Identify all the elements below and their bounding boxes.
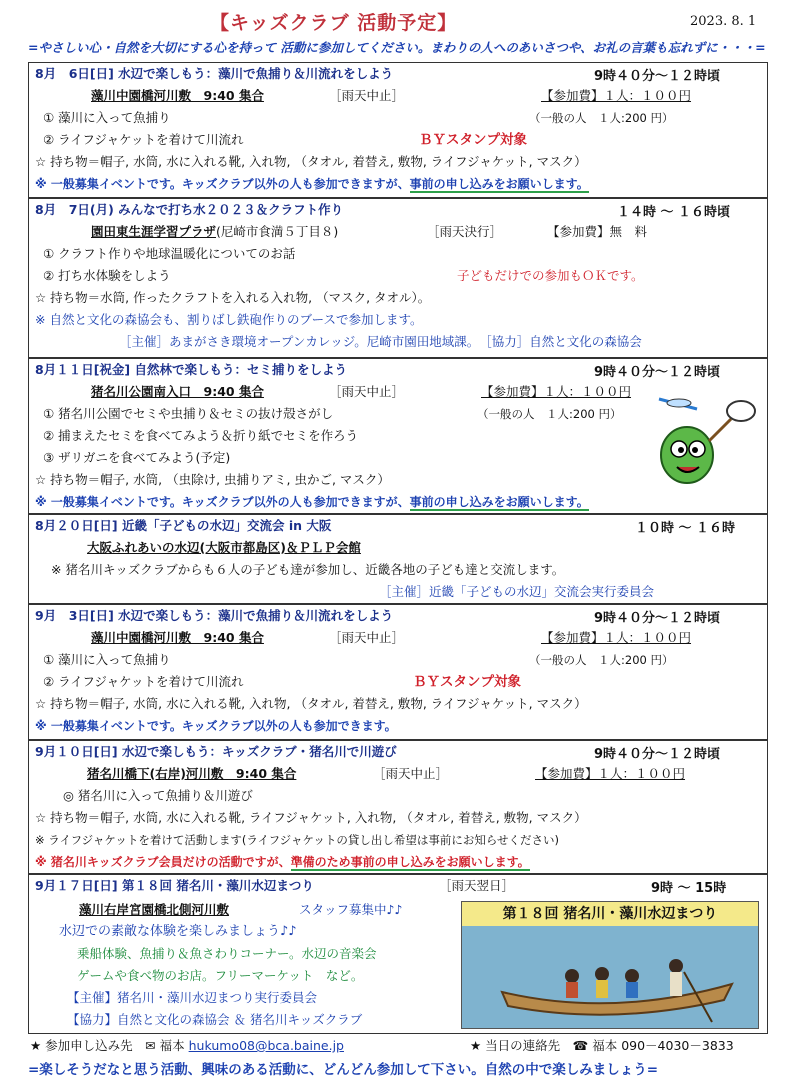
notice: ※ 一般募集イベントです。キッズクラブ以外の人も参加できますが、 [35, 495, 410, 509]
event-sep3 [28, 604, 768, 740]
event-header: 8月 6日[日] 水辺で楽しもう：藻川で魚捕り＆川流れをしよう [35, 66, 394, 81]
notice: ※ 自然と文化の森協会も、割りばし鉄砲作りのブースで参加します。 [35, 312, 423, 327]
photo-title: 第１８回 猪名川・藻川水辺まつり [462, 902, 758, 926]
list-item: ② 捕まえたセミを食べてみよう＆折り紙でセミを作ろう [43, 428, 359, 443]
closing-message: =楽しそうだなと思う活動、興味のある活動に、どんどん参加して下さい。自然の中で楽しみましょう= [28, 1062, 659, 1078]
description: 乗船体験、魚捕り＆魚さわりコーナー。水辺の音楽会 [77, 946, 377, 961]
event-aug6 [28, 62, 768, 198]
email-link[interactable]: hukumo08@bca.baine.jp [188, 1038, 344, 1053]
event-sep17 [28, 874, 768, 1034]
event-aug7 [28, 198, 768, 358]
event-time: 9時４０分～１２時頃 [594, 747, 721, 762]
event-time: 9時４０分～１２時頃 [594, 365, 721, 380]
event-header: 8月２０日[日] 近畿「子どもの水辺」交流会 in 大阪 [35, 518, 332, 533]
list-item: ② 打ち水体験をしよう [43, 268, 171, 283]
bring-items: ☆ 持ち物＝水筒, 作ったクラフトを入れる入れ物, （マスク, タオル）。 [35, 290, 431, 305]
issue-date: 2023. 8. 1 [690, 14, 757, 29]
fee-general: （一般の人 １人:200 円） [529, 111, 674, 125]
list-item: ② ライフジャケットを着けて川流れ [43, 674, 244, 689]
event-address: (尼崎市食満５丁目８) [216, 224, 339, 239]
list-item: ① クラフト作りや地球温暖化についてのお話 [43, 246, 296, 261]
stamp-badge: ＢＹスタンプ対象 [413, 674, 521, 690]
description: ゲームや食べ物のお店。フリーマーケット など。 [77, 968, 364, 983]
organizer: 【主催】猪名川・藻川水辺まつり実行委員会 [67, 990, 318, 1005]
list-item: ◎ 猪名川に入って魚捕り＆川遊び [63, 788, 253, 803]
members-only-notice: ※ 猪名川キッズクラブ会員だけの活動ですが、 [35, 855, 291, 869]
list-item: ① 藻川に入って魚捕り [43, 110, 171, 125]
festival-photo [461, 901, 759, 1029]
notice: ※ ライフジャケットを着けて活動します(ライフジャケットの貸し出し希望は事前にお知らせください) [35, 833, 560, 847]
event-aug11 [28, 358, 768, 514]
notice-apply: 準備のため事前の申し込みをお願いします。 [290, 855, 530, 869]
event-header: 8月１１日[祝金] 自然林で楽しもう：セミ捕りをしよう [35, 362, 347, 377]
event-place: 藻川右岸宮園橋北側河川敷 [79, 902, 230, 917]
fee: 【参加費】１人：１００円 [541, 630, 692, 645]
event-place: 藻川中園橋河川敷 9:40 集合 [91, 630, 264, 645]
event-place: 猪名川公園南入口 9:40 集合 [91, 384, 264, 399]
bring-items: ☆ 持ち物＝帽子, 水筒, （虫除け, 虫捕りアミ, 虫かご, マスク） [35, 472, 390, 487]
event-sep10 [28, 740, 768, 874]
notice: ※ 一般募集イベントです。キッズクラブ以外の人も参加できますが、 [35, 177, 410, 191]
event-place: 藻川中園橋河川敷 9:40 集合 [91, 88, 264, 103]
page-title: 【キッズクラブ 活動予定】 [210, 12, 458, 34]
event-place: 猪名川橋下(右岸)河川敷 9:40 集合 [87, 766, 297, 781]
event-header: 9月 3日[日] 水辺で楽しもう：藻川で魚捕り＆川流れをしよう [35, 608, 394, 623]
event-header: 9月１７日[日] 第１８回 猪名川・藻川水辺まつり [35, 878, 314, 893]
fee-general: （一般の人 １人:200 円） [529, 653, 674, 667]
rain-policy: ［雨天中止］ [373, 766, 449, 781]
insect-catcher-mascot-icon [639, 393, 759, 493]
list-item: ② ライフジャケットを着けて川流れ [43, 132, 244, 147]
notice-apply: 事前の申し込みをお願いします。 [409, 495, 589, 509]
rain-policy: ［雨天中止］ [329, 384, 405, 399]
organizer: ［主催］近畿「子どもの水辺」交流会実行委員会 [379, 584, 655, 599]
list-item: ① 猪名川公園でセミや虫捕り＆セミの抜け殻さがし [43, 406, 334, 421]
bring-items: ☆ 持ち物＝帽子, 水筒, 水に入れる靴, 入れ物, （タオル, 着替え, 敷物, ライフジャケット, マスク） [35, 696, 587, 711]
rain-policy: ［雨天決行］ [427, 224, 503, 239]
fee: 【参加費】１人：１００円 [481, 384, 632, 399]
kids-ok: 子どもだけでの参加もＯＫです。 [457, 268, 644, 283]
event-time: 9時４０分～１２時頃 [594, 69, 721, 84]
fee: 【参加費】無 料 [547, 224, 648, 239]
event-aug20 [28, 514, 768, 604]
event-time: １０時 ～ １６時 [635, 521, 736, 536]
bring-items: ☆ 持ち物＝帽子, 水筒, 水に入れる靴, ライフジャケット, 入れ物, （タオル, 着替え, 敷物, マスク） [35, 810, 587, 825]
notice: ※ 一般募集イベントです。キッズクラブ以外の人も参加できます。 [35, 719, 397, 733]
rain-policy: ［雨天中止］ [329, 88, 405, 103]
slogan: =やさしい心・自然を大切にする心を持って 活動に参加してください。まわりの人へのあいさつや、お礼の言葉も忘れずに・・・= [28, 40, 766, 55]
event-time: １４時 ～ １６時頃 [617, 205, 731, 220]
fee-general: （一般の人 １人:200 円） [477, 407, 622, 421]
day-contact: ★ 当日の連絡先 ☎ 福本 090－4030－3833 [470, 1038, 734, 1053]
fee: 【参加費】１人：１００円 [535, 766, 686, 781]
bring-items: ☆ 持ち物＝帽子, 水筒, 水に入れる靴, 入れ物, （タオル, 着替え, 敷物, ライフジャケット, マスク） [35, 154, 587, 169]
event-header: 9月１０日[日] 水辺で楽しもう：キッズクラブ・猪名川で川遊び [35, 744, 397, 759]
enjoy-message: 水辺での素敵な体験を楽しみましょう♪♪ [59, 924, 297, 939]
event-place: 大阪ふれあいの水辺(大阪市都島区)＆ＰＬＰ会館 [87, 540, 361, 555]
reed-boat-image [462, 926, 758, 1028]
list-item: ③ ザリガニを食べてみよう(予定) [43, 450, 231, 465]
event-place: 園田東生涯学習プラザ [91, 224, 217, 239]
rain-policy: ［雨天翌日］ [439, 878, 515, 893]
notice-apply: 事前の申し込みをお願いします。 [409, 177, 589, 191]
list-item: ① 藻川に入って魚捕り [43, 652, 171, 667]
event-header: 8月 7日(月) みんなで打ち水２０２３＆クラフト作り [35, 202, 344, 217]
apply-contact [30, 1036, 344, 1054]
notice: ※ 猪名川キッズクラブからも６人の子ども達が参加し、近畿各地の子ども達と交流します。 [51, 562, 565, 577]
fee: 【参加費】１人：１００円 [541, 88, 692, 103]
apply-label: ★ 参加申し込み先 ✉ 福本 [30, 1038, 185, 1053]
staff-wanted: スタッフ募集中♪♪ [299, 902, 403, 917]
rain-policy: ［雨天中止］ [329, 630, 405, 645]
stamp-badge: ＢＹスタンプ対象 [419, 132, 527, 148]
event-time: 9時 ～ 15時 [651, 881, 727, 896]
event-time: 9時４０分～１２時頃 [594, 611, 721, 626]
organizer: ［主催］あまがさき環境オープンカレッジ。尼崎市園田地域課。 ［協力］自然と文化の森協会 [119, 334, 642, 349]
cooperation: 【協力】自然と文化の森協会 ＆ 猪名川キッズクラブ [67, 1012, 363, 1027]
